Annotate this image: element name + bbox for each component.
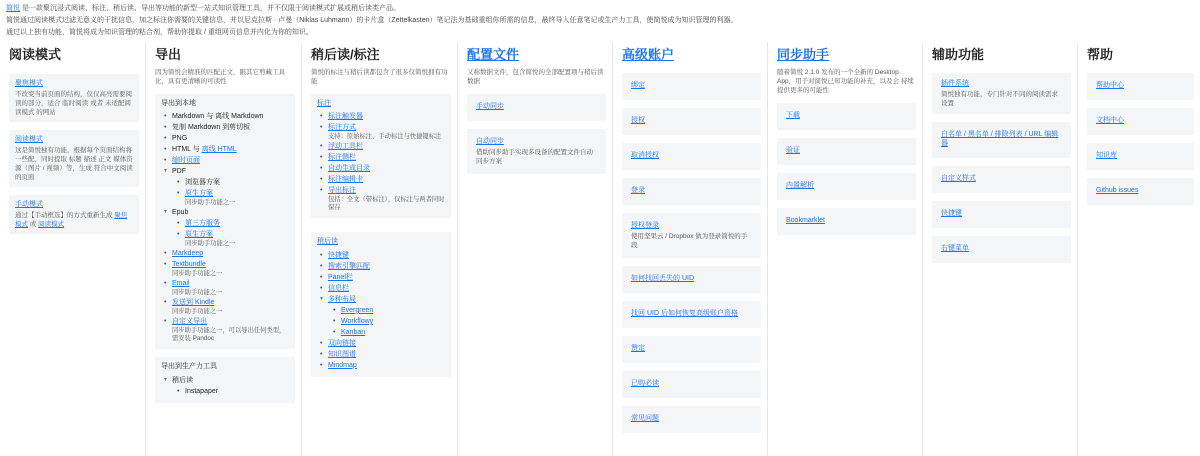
account-pricing-link[interactable]: 赞定 bbox=[631, 345, 645, 352]
list-item bbox=[317, 261, 445, 272]
column-title-assist: 辅助功能 bbox=[932, 47, 985, 62]
export-local-list bbox=[161, 111, 289, 343]
manual-mode-desc: 通过【手动框选】的方式重新生成 bbox=[15, 212, 115, 219]
later-title-link[interactable]: 稍后读 bbox=[317, 238, 338, 246]
list-item bbox=[161, 207, 289, 248]
card-pricing bbox=[622, 336, 761, 363]
later-layout-link[interactable]: 多种布局 bbox=[328, 295, 356, 303]
card-manual-mode bbox=[9, 195, 139, 234]
export-png: PNG bbox=[172, 135, 188, 143]
layout-sublist bbox=[330, 305, 445, 338]
card-lists bbox=[932, 122, 1071, 158]
later-box bbox=[311, 232, 451, 376]
intro-line-1-text: 是一款聚沉浸式阅读、标注、稍后读、导出等功能的新型一站式知识管理工具，并不仅限于阅读模式扩展或稍后读类产品。 bbox=[20, 5, 400, 12]
card-must-read bbox=[622, 371, 761, 398]
column-title-account[interactable]: 高级账户 bbox=[622, 47, 675, 62]
list-item bbox=[317, 111, 445, 122]
export-tools-box bbox=[155, 357, 295, 402]
card-kb bbox=[1087, 143, 1194, 170]
manual-mode-link[interactable]: 手动模式 bbox=[15, 201, 43, 208]
list-item bbox=[330, 327, 445, 338]
focus-mode-desc: 不改变当前页面的结构，仅仅高亮需要阅读的部分，适合 临时阅读 或者 未适配阅读模式 的网站 bbox=[15, 91, 132, 116]
pdf-browser: 浏览器方案 bbox=[185, 179, 220, 187]
annotate-method-link[interactable]: 标注方式 bbox=[328, 124, 356, 132]
plugins-desc: 简悦独有功能，专门针对不同的阅读需求设置 bbox=[941, 91, 1058, 107]
later-mindmap-link[interactable]: Mindmap bbox=[328, 361, 357, 369]
tools-instapaper: Instapaper bbox=[185, 387, 219, 395]
manual-sync-link[interactable]: 手动同步 bbox=[476, 103, 504, 110]
reading-mode-link[interactable]: 阅读模式 bbox=[15, 136, 43, 143]
annotate-toolbar-link[interactable]: 浮动工具栏 bbox=[328, 143, 363, 151]
later-graph-link[interactable]: 知识图谱 bbox=[328, 350, 356, 358]
feature-columns bbox=[0, 42, 1200, 456]
card-login bbox=[622, 178, 761, 205]
list-item bbox=[161, 111, 289, 122]
export-email-link[interactable]: Email bbox=[172, 280, 190, 288]
column-reading bbox=[0, 42, 146, 456]
intro-text bbox=[6, 3, 1196, 39]
card-github bbox=[1087, 178, 1194, 205]
later-shortcut-link[interactable]: 快捷键 bbox=[328, 251, 349, 259]
export-tools-title: 导出到生产力工具 bbox=[161, 363, 217, 371]
intro-line-2: 简悦通过阅读模式过滤无意义的干扰信息，加之标注你需要的关键信息，并以尼克拉斯 · 卢曼（Niklas Luhmann）的卡片盒（Zettelkasten）笔记法为基础重组你所需的信息，最终导入任意笔记或生产力工具，使简悦成为知识管理的利器。 bbox=[6, 17, 738, 24]
annotate-title-link[interactable]: 标注 bbox=[317, 100, 331, 107]
card-bookmarklet bbox=[777, 208, 916, 235]
account-mustread-link[interactable]: 已购必读 bbox=[631, 380, 659, 387]
list-item bbox=[174, 177, 289, 188]
annotate-export-sub: 包括：全文（带标注），仅标注与两者同时保存 bbox=[328, 196, 445, 212]
assist-style-link[interactable]: 自定义样式 bbox=[941, 175, 976, 182]
list-item bbox=[161, 144, 289, 155]
manual-reading-link[interactable]: 阅读模式 bbox=[38, 221, 65, 228]
export-tools-list bbox=[161, 375, 289, 397]
column-later bbox=[302, 42, 458, 456]
column-assist bbox=[923, 42, 1078, 456]
manual-mode-desc-or: 或 bbox=[28, 221, 39, 228]
sync-bookmarklet-link[interactable]: Bookmarklet bbox=[786, 217, 825, 224]
annotate-sidebar-link[interactable]: 标注侧栏 bbox=[328, 154, 356, 162]
textbundle-sub: 同步助手功能之一 bbox=[172, 270, 223, 278]
help-kb-link[interactable]: 知识库 bbox=[1096, 152, 1117, 159]
pdf-native-link[interactable]: 原生方案 bbox=[185, 190, 213, 198]
card-custom-style bbox=[932, 166, 1071, 193]
list-item bbox=[161, 133, 289, 144]
list-item bbox=[317, 122, 445, 141]
auto-sync-link[interactable]: 自动同步 bbox=[476, 138, 504, 145]
epub-third-link[interactable]: 第三方服务 bbox=[185, 220, 220, 228]
column-config bbox=[458, 42, 613, 456]
list-item bbox=[317, 338, 445, 349]
annotate-export-link[interactable]: 导出标注 bbox=[328, 187, 356, 195]
export-local-box bbox=[155, 94, 295, 349]
sync-desc: 随着简悦 2.1.0 发布的一个全新的 Desktop App，用于对简悦已知功能的补充，以及会 持续提供更多的可能性 bbox=[777, 69, 914, 94]
card-authorize bbox=[622, 108, 761, 135]
manual-focus-link[interactable]: 聚焦模式 bbox=[15, 212, 128, 228]
account-unauth-link[interactable]: 取消授权 bbox=[631, 152, 659, 159]
layout-workflowy-link[interactable]: Workflowy bbox=[341, 317, 374, 325]
custom-sub: 同步助手功能之一，可以导出任何类型，需安装 Pandoc bbox=[172, 327, 286, 343]
pdf-native-sub: 同步助手功能之一 bbox=[185, 199, 236, 207]
annotate-list bbox=[317, 111, 445, 212]
column-sync bbox=[768, 42, 923, 456]
account-login-link[interactable]: 登录 bbox=[631, 187, 645, 194]
list-item bbox=[161, 278, 289, 297]
annotate-card-link[interactable]: 标注编辑卡 bbox=[328, 176, 363, 184]
column-title-config[interactable]: 配置文件 bbox=[467, 47, 520, 62]
card-unauthorize bbox=[622, 143, 761, 170]
list-item bbox=[317, 174, 445, 185]
card-parser bbox=[777, 173, 916, 200]
list-item bbox=[317, 272, 445, 283]
export-pdf: PDF bbox=[172, 168, 186, 176]
later-list bbox=[317, 250, 445, 371]
list-item bbox=[317, 250, 445, 261]
auto-sync-desc: 借助同步助手实现多设备的配置文件自动同步方案 bbox=[476, 149, 593, 165]
export-copy-markdown: 复制 Markdown 到剪切板 bbox=[172, 124, 251, 132]
brand-link[interactable]: 简悦 bbox=[6, 5, 20, 12]
auth-login-desc: 使用坚果云 / Dropbox 做为登录简悦的手段 bbox=[631, 233, 748, 249]
export-epub: Epub bbox=[172, 209, 189, 217]
column-account bbox=[613, 42, 768, 456]
column-title-later: 稍后读/标注 bbox=[311, 47, 380, 62]
epub-native-sub: 同步助手功能之一 bbox=[185, 240, 236, 248]
list-item bbox=[317, 349, 445, 360]
list-item bbox=[161, 155, 289, 166]
later-sublist bbox=[174, 386, 289, 397]
config-desc: 又称数据文件，包含简悦的全部配置项与稍后读数据 bbox=[467, 69, 604, 85]
card-docs bbox=[1087, 108, 1194, 135]
later-backlink-link[interactable]: 双向链接 bbox=[328, 339, 356, 347]
column-help bbox=[1078, 42, 1200, 456]
account-auth-link[interactable]: 授权 bbox=[631, 117, 645, 124]
focus-mode-link[interactable]: 聚焦模式 bbox=[15, 80, 43, 87]
later-desc: 简悦的标注与稍后读都包含了很多仅简悦拥有功能 bbox=[311, 69, 448, 85]
export-html: HTML 与 bbox=[172, 146, 202, 154]
pdf-sublist bbox=[174, 177, 289, 207]
tools-later: 稍后读 bbox=[172, 376, 193, 384]
column-title-export: 导出 bbox=[155, 47, 182, 62]
card-restore bbox=[622, 301, 761, 328]
layout-evergreen-link[interactable]: Evergreen bbox=[341, 306, 374, 314]
later-info-link[interactable]: 信息栏 bbox=[328, 284, 349, 292]
help-docs-link[interactable]: 文档中心 bbox=[1096, 117, 1124, 124]
list-item bbox=[161, 375, 289, 397]
card-reading-mode bbox=[9, 130, 139, 187]
export-desc: 因为简悦会精准的匹配正文，跟其它剪藏工具比，具有更清晰的可读性 bbox=[155, 69, 285, 85]
sync-verify-link[interactable]: 验证 bbox=[786, 147, 800, 154]
email-sub: 同步助手功能之一 bbox=[172, 289, 223, 297]
intro-line-3: 通过以上独有功能，简悦将成为知识管理的粘合剂，帮助你提取 / 重组网页信息并内化为你的知识。 bbox=[6, 29, 313, 36]
kindle-sub: 同步助手功能之一 bbox=[172, 308, 223, 316]
assist-menu-link[interactable]: 右键菜单 bbox=[941, 245, 969, 252]
list-item bbox=[317, 152, 445, 163]
list-item bbox=[161, 166, 289, 207]
column-export bbox=[146, 42, 302, 456]
card-auto-sync bbox=[467, 129, 606, 174]
annotate-box bbox=[311, 94, 451, 218]
list-item bbox=[161, 316, 289, 343]
card-shortcut bbox=[932, 201, 1071, 228]
help-github-link[interactable]: Github issues bbox=[1096, 187, 1139, 194]
export-custom-link[interactable]: 自定义导出 bbox=[172, 318, 207, 326]
column-title-sync[interactable]: 同步助手 bbox=[777, 47, 830, 62]
export-textbundle-link[interactable]: Textbundle bbox=[172, 261, 206, 269]
epub-native-link[interactable]: 原生方案 bbox=[185, 231, 213, 239]
assist-lists-link[interactable]: 白名单 / 黑名单 / 排除列表 / URL 编辑器 bbox=[941, 131, 1059, 147]
list-item bbox=[174, 218, 289, 229]
list-item bbox=[174, 386, 289, 397]
export-markdeep-link[interactable]: Markdeep bbox=[172, 250, 204, 258]
export-local-title: 导出到本地 bbox=[161, 100, 196, 107]
list-item bbox=[161, 297, 289, 316]
annotate-toc-link[interactable]: 自动生成目录 bbox=[328, 165, 370, 173]
assist-shortcut-link[interactable]: 快捷键 bbox=[941, 210, 962, 217]
list-item bbox=[161, 122, 289, 133]
list-item bbox=[161, 248, 289, 259]
list-item bbox=[317, 141, 445, 152]
card-help-center bbox=[1087, 73, 1194, 100]
sync-parser-link[interactable]: 内置解析 bbox=[786, 182, 814, 189]
column-title-help: 帮助 bbox=[1087, 47, 1114, 62]
reading-mode-desc: 这是简悦独有功能，根据每个页面结构将一些配，同时提取 标题 描述 正文 媒体资源（图片 / 视频）等，生成 符合中文阅读 的页面 bbox=[15, 147, 133, 181]
list-item bbox=[330, 316, 445, 327]
layout-kanban-link[interactable]: Kanban bbox=[341, 328, 366, 336]
assist-plugins-link[interactable]: 插件系统 bbox=[941, 80, 969, 87]
export-offline-html-link[interactable]: 离线 HTML bbox=[201, 146, 237, 154]
card-context-menu bbox=[932, 236, 1071, 263]
card-verify bbox=[777, 138, 916, 165]
later-panel-link[interactable]: Panel栏 bbox=[328, 273, 353, 281]
later-search-link[interactable]: 搜索引擎匹配 bbox=[328, 262, 370, 270]
epub-sublist bbox=[174, 218, 289, 248]
export-markdown: Markdown 与 离线 Markdown bbox=[172, 113, 264, 121]
list-item bbox=[330, 305, 445, 316]
list-item bbox=[161, 259, 289, 278]
card-focus-mode bbox=[9, 74, 139, 122]
list-item bbox=[317, 283, 445, 294]
export-snapshot-link[interactable]: 缩时页面 bbox=[172, 157, 200, 165]
card-faq bbox=[622, 406, 761, 433]
account-faq-link[interactable]: 常见问题 bbox=[631, 415, 659, 422]
list-item bbox=[317, 360, 445, 371]
list-item bbox=[174, 188, 289, 207]
card-bind bbox=[622, 73, 761, 100]
help-center-link[interactable]: 帮助中心 bbox=[1096, 82, 1124, 89]
list-item bbox=[174, 229, 289, 248]
card-manual-sync bbox=[467, 94, 606, 121]
card-find-uid bbox=[622, 266, 761, 293]
intro-line-1 bbox=[6, 3, 1196, 15]
account-bind-link[interactable]: 绑定 bbox=[631, 82, 645, 89]
account-find-uid-link[interactable]: 如何找回丢失的 UID bbox=[631, 275, 694, 282]
card-download bbox=[777, 103, 916, 130]
annotate-method-sub: 支持：原始标注、手动标注与快捷键标注 bbox=[328, 133, 442, 141]
account-restore-link[interactable]: 找回 UID 后如何恢复高级账户资格 bbox=[631, 310, 738, 317]
card-auth-login bbox=[622, 213, 761, 258]
card-plugins bbox=[932, 73, 1071, 114]
list-item bbox=[317, 185, 445, 212]
account-authlogin-link[interactable]: 授权登录 bbox=[631, 222, 659, 229]
list-item bbox=[317, 163, 445, 174]
list-item bbox=[317, 294, 445, 338]
column-title-reading: 阅读模式 bbox=[9, 47, 62, 62]
annotate-trigger-link[interactable]: 标注触发器 bbox=[328, 113, 363, 121]
export-kindle-link[interactable]: 发送到 Kindle bbox=[172, 299, 215, 307]
sync-download-link[interactable]: 下载 bbox=[786, 112, 800, 119]
